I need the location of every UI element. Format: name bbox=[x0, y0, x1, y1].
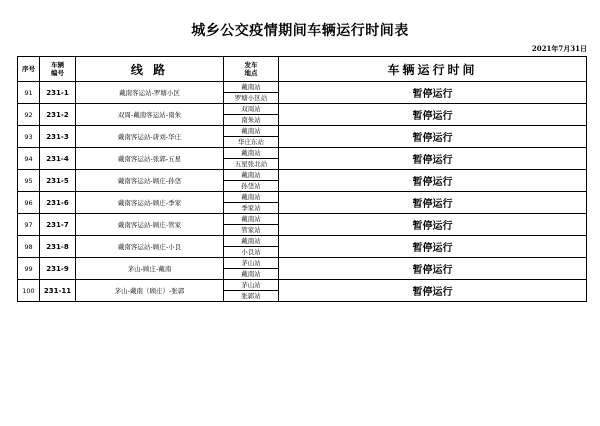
run-time-cell: 暂停运行 bbox=[279, 126, 587, 148]
departure-station-cell: 华庄东站 bbox=[224, 137, 279, 148]
run-time-cell: 暂停运行 bbox=[279, 82, 587, 104]
table-header-row bbox=[18, 57, 587, 82]
seq-cell: 98 bbox=[18, 236, 40, 258]
table-row bbox=[18, 82, 587, 93]
departure-station-cell: 孙垡站 bbox=[224, 181, 279, 192]
route-cell: 双周-戴南客运站-南朱 bbox=[76, 104, 224, 126]
departure-station-cell: 戴南站 bbox=[224, 82, 279, 93]
vehicle-number-cell: 231-3 bbox=[40, 126, 76, 148]
bus-schedule-table bbox=[17, 56, 587, 302]
table-row bbox=[18, 214, 587, 225]
seq-cell: 91 bbox=[18, 82, 40, 104]
seq-cell: 94 bbox=[18, 148, 40, 170]
table-row bbox=[18, 104, 587, 115]
route-cell: 戴南客运站-张郭-五星 bbox=[76, 148, 224, 170]
route-cell: 茅山-顾庄-戴南 bbox=[76, 258, 224, 280]
table-row bbox=[18, 126, 587, 137]
table-row bbox=[18, 170, 587, 181]
route-cell: 戴南客运站-顾庄-管家 bbox=[76, 214, 224, 236]
seq-cell: 92 bbox=[18, 104, 40, 126]
departure-station-cell: 张郭站 bbox=[224, 291, 279, 302]
run-time-cell: 暂停运行 bbox=[279, 214, 587, 236]
vehicle-number-cell: 231-4 bbox=[40, 148, 76, 170]
seq-cell: 93 bbox=[18, 126, 40, 148]
vehicle-number-cell: 231-1 bbox=[40, 82, 76, 104]
run-time-cell: 暂停运行 bbox=[279, 280, 587, 302]
run-time-cell: 暂停运行 bbox=[279, 236, 587, 258]
report-date: 2021年7月31日 bbox=[531, 44, 587, 53]
header-departure-line1: 发车 bbox=[244, 61, 258, 69]
departure-station-cell: 戴南站 bbox=[224, 214, 279, 225]
header-run-time: 车辆运行时间 bbox=[279, 57, 587, 82]
vehicle-number-cell: 231-8 bbox=[40, 236, 76, 258]
seq-cell: 99 bbox=[18, 258, 40, 280]
departure-station-cell: 戴南站 bbox=[224, 126, 279, 137]
table-row bbox=[18, 280, 587, 291]
seq-cell: 95 bbox=[18, 170, 40, 192]
route-cell: 戴南客运站-顾庄-小良 bbox=[76, 236, 224, 258]
seq-cell: 96 bbox=[18, 192, 40, 214]
vehicle-number-cell: 231-11 bbox=[40, 280, 76, 302]
route-cell: 戴南客运站-唐刘-华庄 bbox=[76, 126, 224, 148]
vehicle-number-cell: 231-5 bbox=[40, 170, 76, 192]
departure-station-cell: 季家站 bbox=[224, 203, 279, 214]
departure-station-cell: 罗塘小区站 bbox=[224, 93, 279, 104]
run-time-cell: 暂停运行 bbox=[279, 170, 587, 192]
run-time-cell: 暂停运行 bbox=[279, 104, 587, 126]
table-row bbox=[18, 192, 587, 203]
departure-station-cell: 茅山站 bbox=[224, 258, 279, 269]
departure-station-cell: 戴南站 bbox=[224, 192, 279, 203]
departure-station-cell: 茅山站 bbox=[224, 280, 279, 291]
route-cell: 戴南客运站-顾庄-孙垡 bbox=[76, 170, 224, 192]
page-title: 城乡公交疫情期间车辆运行时间表 bbox=[191, 23, 409, 39]
departure-station-cell: 小良站 bbox=[224, 247, 279, 258]
departure-station-cell: 五星张北站 bbox=[224, 159, 279, 170]
table-row bbox=[18, 148, 587, 159]
header-route: 线 路 bbox=[76, 57, 224, 82]
header-vehicle-number-line1: 车辆 bbox=[51, 61, 64, 69]
departure-station-cell: 南朱站 bbox=[224, 115, 279, 126]
vehicle-number-cell: 231-6 bbox=[40, 192, 76, 214]
header-seq: 序号 bbox=[18, 57, 40, 82]
table-row bbox=[18, 258, 587, 269]
vehicle-number-cell: 231-7 bbox=[40, 214, 76, 236]
vehicle-number-cell: 231-2 bbox=[40, 104, 76, 126]
header-vehicle-number bbox=[40, 57, 76, 82]
run-time-cell: 暂停运行 bbox=[279, 258, 587, 280]
header-departure-line2: 地点 bbox=[244, 69, 258, 77]
route-cell: 戴南客运站-顾庄-季家 bbox=[76, 192, 224, 214]
departure-station-cell: 管家站 bbox=[224, 225, 279, 236]
vehicle-number-cell: 231-9 bbox=[40, 258, 76, 280]
run-time-cell: 暂停运行 bbox=[279, 192, 587, 214]
departure-station-cell: 戴南站 bbox=[224, 236, 279, 247]
departure-station-cell: 戴南站 bbox=[224, 148, 279, 159]
departure-station-cell: 戴南站 bbox=[224, 269, 279, 280]
run-time-cell: 暂停运行 bbox=[279, 148, 587, 170]
table-row bbox=[18, 236, 587, 247]
route-cell: 戴南客运站-罗塘小区 bbox=[76, 82, 224, 104]
seq-cell: 97 bbox=[18, 214, 40, 236]
header-vehicle-number-line2: 编号 bbox=[51, 69, 64, 77]
route-cell: 茅山-戴南（顾庄）-张郭 bbox=[76, 280, 224, 302]
header-departure-stations bbox=[224, 57, 279, 82]
departure-station-cell: 戴南站 bbox=[224, 170, 279, 181]
departure-station-cell: 双周站 bbox=[224, 104, 279, 115]
seq-cell: 100 bbox=[18, 280, 40, 302]
